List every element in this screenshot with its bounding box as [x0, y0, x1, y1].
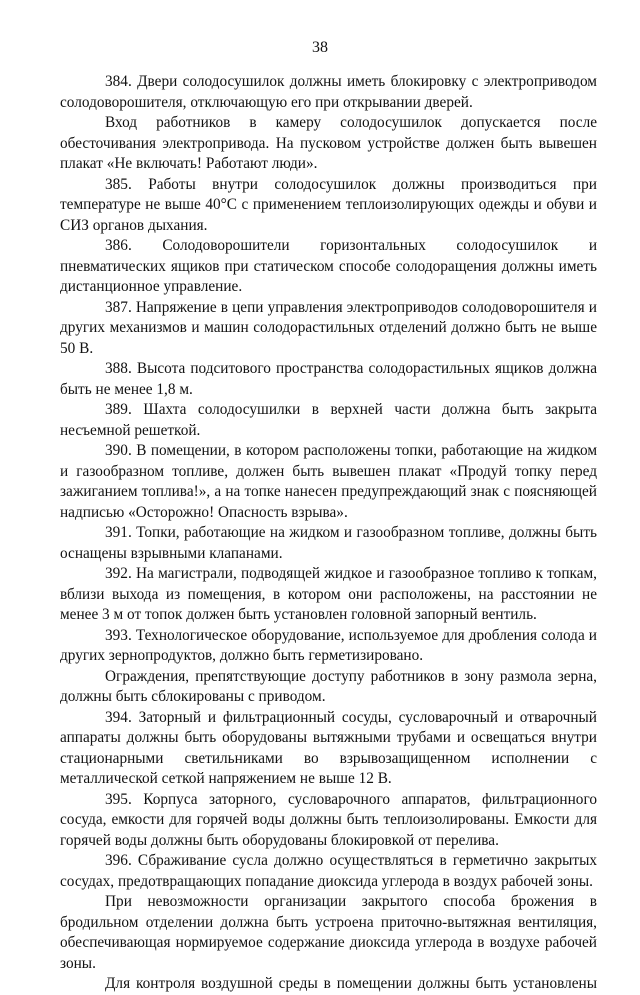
paragraph-394: 394. Заторный и фильтрационный сосуды, сусловарочный и отварочный аппараты должны быть оборудованы вытяжными трубами и освещаться внутри стационарными светильниками во взрывозащищенном исполнении с металлической сеткой напряжением не выше 12 В. — [60, 708, 597, 787]
paragraph-392: 392. На магистрали, подводящей жидкое и газообразное топливо к топкам, вблизи выхода из помещения, в котором они расположены, на расстоянии не менее 3 м от топок должен быть установлен головной запорный вентиль. — [60, 565, 597, 623]
page-number: 38 — [312, 39, 328, 56]
paragraph-388: 388. Высота подситового пространства солодорастильных ящиков должна быть не менее 1,8 м. — [60, 360, 597, 398]
paragraph-391: 391. Топки, работающие на жидком и газообразном топливе, должны быть оснащены взрывными клапанами. — [60, 524, 597, 562]
paragraph-393-fencing: Ограждения, препятствующие доступу работников в зону размола зерна, должны быть сблокированы с приводом. — [60, 667, 597, 705]
paragraph-387: 387. Напряжение в цепи управления электроприводов солодоворошителя и других механизмов и машин солодорастильных отделений должно быть не выше 50 В. — [60, 298, 597, 357]
paragraph-396-air-control: Для контроля воздушной среды в помещении должны быть установлены — [105, 975, 597, 992]
paragraph-385: 385. Работы внутри солодосушилок должны производиться при температуре не выше 40°С с применением теплоизолирующих одежды и обуви и СИЗ органов дыхания. — [60, 175, 597, 234]
paragraph-384-entry: Вход работников в камеру солодосушилок допускается после обесточивания электропривода. На пусковом устройстве должен быть вывешен плакат «Не включать! Работают люди». — [60, 114, 597, 172]
paragraph-386: 386. Солодоворошители горизонтальных солодосушилок и пневматических ящиков при статическом способе солодоращения должны иметь дистанционное управление. — [60, 237, 597, 295]
paragraph-396: 396. Сбраживание сусла должно осуществляться в герметично закрытых сосудах, предотвращающих попадание диоксида углерода в воздух рабочей зоны. — [60, 852, 597, 890]
paragraph-396-ventilation: При невозможности организации закрытого способа брожения в бродильном отделении должна быть устроена приточно-вытяжная вентиляция, обеспечивающая нормируемое содержание диоксида углерода в воздухе рабочей зоны. — [60, 893, 597, 972]
page-body-text — [60, 72, 597, 995]
paragraph-393: 393. Технологическое оборудование, используемое для дробления солода и других зернопродуктов, должно быть герметизировано. — [60, 626, 597, 664]
paragraph-389: 389. Шахта солодосушилки в верхней части должна быть закрыта несъемной решеткой. — [60, 401, 597, 439]
paragraph-390: 390. В помещении, в котором расположены топки, работающие на жидком и газообразном топливе, должен быть вывешен плакат «Продуй топку перед зажиганием топлива!», а на топке нанесен предупреждающий знак с поясняющей надписью «Осторожно! Опасность взрыва». — [60, 442, 597, 521]
paragraph-395: 395. Корпуса заторного, сусловарочного аппаратов, фильтрационного сосуда, емкости для горячей воды должны быть теплоизолированы. Емкости для горячей воды должны быть оборудованы блокировкой от перелива. — [60, 790, 597, 849]
paragraph-384: 384. Двери солодосушилок должны иметь блокировку с электроприводом солодоворошителя, отключающую его при открывании дверей. — [60, 73, 597, 111]
